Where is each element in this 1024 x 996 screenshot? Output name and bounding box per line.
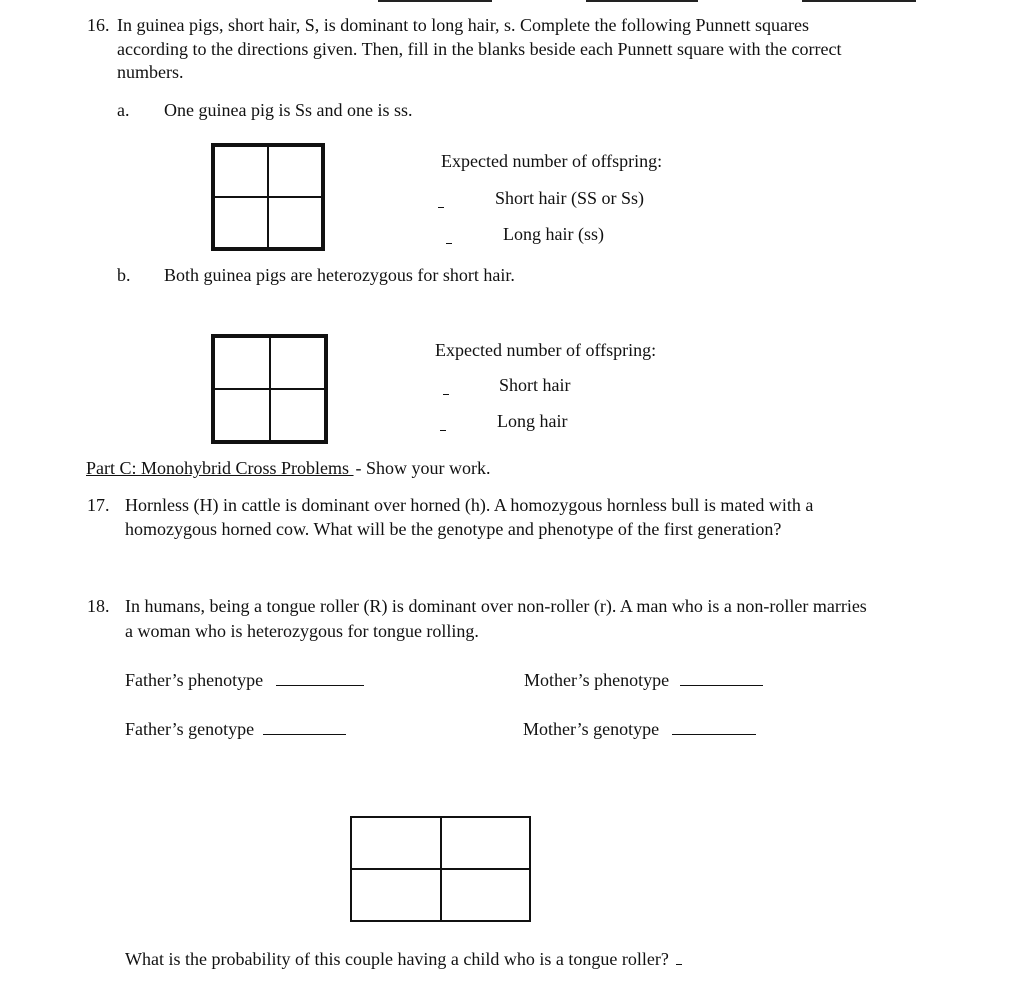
part-c-suffix: - Show your work. (355, 458, 491, 478)
q16-line-2: according to the directions given. Then, fill in the blanks beside each Punnett square with the correct (117, 39, 842, 59)
q18-number: 18. (87, 596, 110, 616)
punnett-cell[interactable] (351, 869, 441, 921)
punnett-cell[interactable] (268, 146, 322, 197)
q16b-short-blank[interactable] (443, 394, 449, 395)
q16a-short-blank[interactable] (438, 207, 444, 208)
q16a-short-label: Short hair (SS or Ss) (495, 188, 645, 208)
probability-row (125, 949, 682, 970)
punnett-cell[interactable] (351, 817, 441, 869)
part-c-heading (86, 458, 491, 479)
q16-line-1: In guinea pigs, short hair, S, is dominant to long hair, s. Complete the following Punnett squares (117, 15, 809, 35)
mother-genotype-blank[interactable] (672, 720, 756, 735)
q16-line-3: numbers. (117, 62, 184, 82)
q16-number: 16. (87, 15, 110, 35)
q16a-long-label: Long hair (ss) (503, 224, 604, 244)
q16a-letter: a. (117, 100, 130, 120)
punnett-cell[interactable] (214, 197, 268, 248)
punnett-cell[interactable] (214, 337, 270, 389)
probability-blank[interactable] (676, 950, 682, 965)
q16b-text: Both guinea pigs are heterozygous for short hair. (164, 265, 515, 285)
q16b-long-blank[interactable] (440, 430, 446, 431)
punnett-square-16b[interactable] (211, 334, 328, 444)
part-c-title: Part C: Monohybrid Cross Problems (86, 458, 354, 478)
punnett-cell[interactable] (441, 869, 531, 921)
q18-line-2: a woman who is heterozygous for tongue rolling. (125, 621, 479, 641)
father-genotype-blank[interactable] (263, 720, 346, 735)
punnett-square-18[interactable] (350, 816, 531, 922)
punnett-cell[interactable] (270, 337, 326, 389)
q16a-long-blank[interactable] (446, 243, 452, 244)
top-rule-3 (802, 0, 916, 2)
father-phenotype-blank[interactable] (276, 671, 364, 686)
father-phenotype-row (125, 670, 364, 691)
punnett-cell[interactable] (441, 817, 531, 869)
punnett-cell[interactable] (268, 197, 322, 248)
punnett-cell[interactable] (214, 389, 270, 441)
mother-phenotype-blank[interactable] (680, 671, 763, 686)
mother-genotype-label: Mother’s genotype (523, 719, 660, 739)
q17-number: 17. (87, 495, 110, 515)
q16b-letter: b. (117, 265, 131, 285)
top-rule-1 (378, 0, 492, 2)
q16a-text: One guinea pig is Ss and one is ss. (164, 100, 413, 120)
father-phenotype-label: Father’s phenotype (125, 670, 264, 690)
q16b-long-label: Long hair (497, 411, 568, 431)
q17-line-2: homozygous horned cow. What will be the genotype and phenotype of the first generation? (125, 519, 782, 539)
punnett-cell[interactable] (270, 389, 326, 441)
q16b-expected-label: Expected number of offspring: (435, 340, 657, 360)
q16a-expected-label: Expected number of offspring: (441, 151, 663, 171)
punnett-cell[interactable] (214, 146, 268, 197)
punnett-square-16a[interactable] (211, 143, 325, 251)
q17-line-1: Hornless (H) in cattle is dominant over horned (h). A homozygous hornless bull is mated with a (125, 495, 814, 515)
probability-question: What is the probability of this couple having a child who is a tongue roller? (125, 949, 669, 969)
father-genotype-label: Father’s genotype (125, 719, 255, 739)
mother-genotype-row (523, 719, 756, 740)
top-rule-2 (586, 0, 698, 2)
mother-phenotype-label: Mother’s phenotype (524, 670, 670, 690)
mother-phenotype-row (524, 670, 763, 691)
q18-line-1: In humans, being a tongue roller (R) is dominant over non-roller (r). A man who is a non-roller marries (125, 596, 867, 616)
q16b-short-label: Short hair (499, 375, 571, 395)
father-genotype-row (125, 719, 346, 740)
